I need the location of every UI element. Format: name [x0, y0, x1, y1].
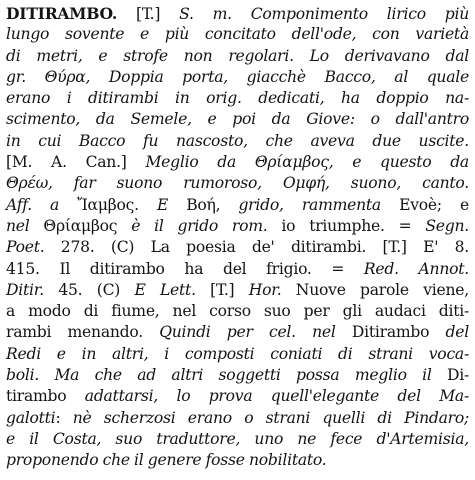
- text-run: E: [156, 195, 187, 214]
- text-run: [T.]: [195, 280, 249, 299]
- text-run: Poet.: [6, 238, 45, 257]
- text-run: E Lett.: [134, 280, 196, 299]
- text-run: [M. A. Can.]: [6, 153, 146, 172]
- text-run: grido, rammenta: [238, 195, 400, 214]
- text-run: Di-: [431, 366, 469, 385]
- text-run: erano i ditirambi in orig. dedicati, ha doppio na-: [6, 89, 469, 108]
- entry-line: [6, 386, 469, 407]
- entry-line: [6, 450, 469, 471]
- text-run: Nuove parole viene,: [281, 280, 469, 299]
- text-run: proponendo che il genere fosse nobilitato.: [6, 451, 327, 470]
- entry-line: [6, 365, 469, 386]
- entry-line: [6, 322, 469, 343]
- text-run: Hor.: [248, 280, 282, 299]
- text-run: Meglio da Θρίαμβος, e questo da: [145, 153, 469, 172]
- text-run: 415. Il ditirambo ha del frigio. =: [6, 259, 364, 278]
- entry-line: [6, 3, 469, 24]
- text-run: adattarsi, lo prova quell'elegante del Ma-: [84, 387, 469, 406]
- entry-line: [6, 67, 469, 88]
- entry-line: [6, 88, 469, 109]
- text-run: a modo di fiume, nel corso suo per gli audaci diti-: [6, 302, 469, 321]
- text-run: Quindi per cel. nel: [159, 323, 336, 342]
- text-run: [T.]: [117, 5, 180, 23]
- text-run: Βοή,: [186, 195, 239, 214]
- text-run: Θρίαμβος: [43, 216, 132, 235]
- text-run: lungo sovente e più concitato dell'ode, con varietà: [6, 25, 469, 44]
- entry-line: [6, 408, 469, 429]
- entry-line: [6, 46, 469, 67]
- text-run: nè scherzosi erano o strani quelli di Pindaro;: [72, 408, 469, 427]
- text-run: tirambo: [6, 387, 85, 406]
- entry-line: [6, 195, 469, 216]
- entry-line: [6, 429, 469, 450]
- text-run: Ditirambo: [335, 323, 446, 342]
- dictionary-entry: [6, 3, 469, 472]
- text-run: Ἴαμβος.: [77, 195, 157, 214]
- text-run: Ditir.: [6, 280, 44, 299]
- text-run: Θρέω, far suono rumoroso, Ομφή, suono, canto.: [6, 174, 469, 193]
- text-run: rambi menando.: [6, 323, 160, 342]
- text-run: Red. Annot.: [363, 259, 469, 278]
- text-run: boli. Ma che ad altri soggetti possa meglio il: [6, 366, 432, 385]
- text-run: 278. (C) La poesia de' ditirambi. [T.] E' 8.: [44, 238, 469, 257]
- text-run: Segn.: [425, 216, 469, 235]
- entry-line: [6, 152, 469, 173]
- text-run: del: [445, 323, 469, 342]
- text-run: e il Costa, suo traduttore, uno ne fece d'Artemisia,: [6, 429, 469, 448]
- text-run: Redi e in altri, i composti coniati di strani voca-: [6, 344, 469, 363]
- text-run: :: [55, 408, 73, 427]
- entry-line: [6, 259, 469, 280]
- text-run: è il grido rom.: [131, 216, 282, 235]
- text-run: Aff. a: [6, 195, 78, 214]
- text-run: S. m. Componimento lirico più: [179, 5, 469, 23]
- text-run: nel: [6, 216, 44, 235]
- text-run: scimento, da Semele, e poi da Giove: o dall'antro: [6, 110, 469, 129]
- text-run: gr. Θύρα, Doppia porta, giacchè Bacco, al quale: [6, 67, 469, 86]
- entry-line: [6, 24, 469, 45]
- headword: DITIRAMBO.: [6, 4, 118, 23]
- entry-line: [6, 280, 469, 301]
- entry-line: [6, 237, 469, 258]
- entry-line: [6, 216, 469, 237]
- text-run: Evoè; e: [399, 195, 469, 214]
- entry-line: [6, 131, 469, 152]
- text-run: io triumphe. =: [281, 216, 426, 235]
- entry-line: [6, 173, 469, 194]
- text-run: in cui Bacco fu nascosto, che aveva due uscite.: [6, 131, 469, 150]
- text-run: galotti: [6, 408, 56, 427]
- text-run: di metri, e strofe non regolari. Lo derivavano dal: [6, 46, 469, 65]
- entry-line: [6, 109, 469, 130]
- entry-line: [6, 301, 469, 322]
- text-run: 45. (C): [43, 280, 135, 299]
- entry-line: [6, 344, 469, 365]
